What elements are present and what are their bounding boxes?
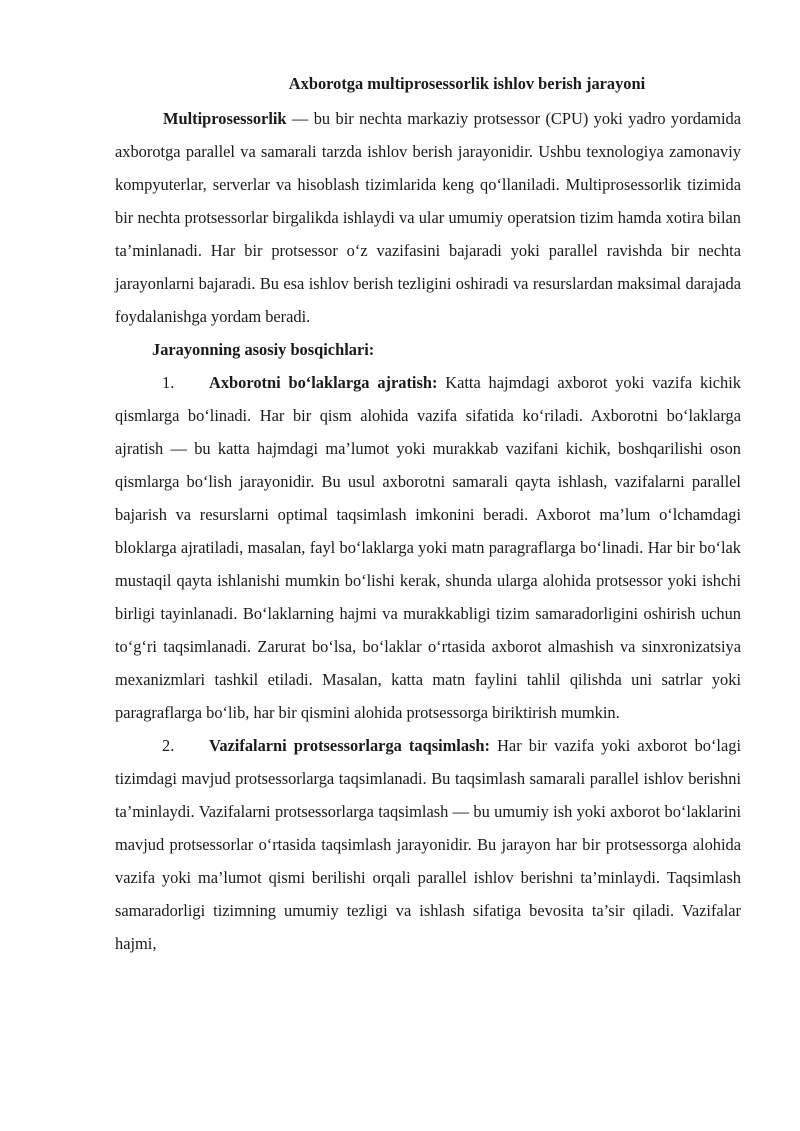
- document-page: [115, 66, 741, 960]
- step-1-number: 1.: [162, 373, 175, 392]
- step-2-number: 2.: [162, 736, 175, 755]
- step-1-text: Katta hajmdagi axborot yoki vazifa kichik qismlarga bo‘linadi. Har bir qism alohida vazifa sifatida ko‘riladi. Axborotni bo‘laklarga ajratish — bu katta hajmdagi ma’lumot yoki murakkab vazifani kichik, boshqarilishi oson qismlarga bo‘lish jarayonidir. Bu usul axborotni samarali qayta ishlash, vazifalarni parallel bajarish va resurslarni optimal taqsimlash imkonini beradi. Axborot ma’lum o‘lchamdagi bloklarga ajratiladi, masalan, fayl bo‘laklarga yoki matn paragraflarga bo‘linadi. Har bir bo‘lak mustaqil qayta ishlanishi mumkin bo‘lishi kerak, shunda ularga alohida protsessor yoki ishchi birligi tayinlanadi. Bo‘laklarning hajmi va murakkabligi tizim samaradorligini oshirish uchun to‘g‘ri taqsimlanadi. Zarurat bo‘lsa, bo‘laklar o‘rtasida axborot almashish va sinxronizatsiya mexanizmlari tashkil etiladi. Masalan, katta matn faylini tahlil qilishda uni satrlar yoki paragraflarga bo‘lib, har bir qismini alohida protsessorga biriktirish mumkin.: [115, 373, 741, 722]
- step-2-title: Vazifalarni protsessorlarga taqsimlash:: [209, 736, 490, 755]
- step-1: [115, 366, 741, 729]
- step-1-title: Axborotni bo‘laklarga ajratish:: [209, 373, 438, 392]
- step-2-text: Har bir vazifa yoki axborot bo‘lagi tizimdagi mavjud protsessorlarga taqsimlanadi. Bu taqsimlash samarali parallel ishlov berishni ta’minlaydi. Vazifalarni protsessorlarga taqsimlash — bu umumiy ish yoki axborot bo‘laklarini mavjud protsessorlar o‘rtasida taqsimlash jarayonidir. Bu jarayon har bir protsessorga alohida vazifa yoki ma’lumot qismi berilishi orqali parallel ishlov berishni ta’minlaydi. Taqsimlash samaradorligi tizimning umumiy tezligi va ishlash sifatiga bevosita ta’sir qiladi. Vazifalar hajmi,: [115, 736, 742, 953]
- intro-text: — bu bir nechta markaziy protsessor (CPU) yoki yadro yordamida axborotga parallel va samarali tarzda ishlov berish jarayonidir. Ushbu texnologiya zamonaviy kompyuterlar, serverlar va hisoblash tizimlarida keng qo‘llaniladi. Multiprosessorlik tizimida bir nechta protsessorlar birgalikda ishlaydi va ular umumiy operatsion tizim hamda xotira bilan ta’minlanadi. Har bir protsessor o‘z vazifasini bajaradi yoki parallel ravishda bir nechta jarayonlarni bajaradi. Bu esa ishlov berish tezligini oshiradi va resurslardan maksimal darajada foydalanishga yordam beradi.: [115, 109, 741, 326]
- steps-heading: Jarayonning asosiy bosqichlari:: [152, 340, 375, 359]
- intro-term: Multiprosessorlik: [163, 109, 287, 128]
- intro-paragraph: [115, 102, 741, 333]
- step-2: [115, 729, 741, 960]
- page-title: Axborotga multiprosessorlik ishlov berish jarayoni: [288, 74, 646, 93]
